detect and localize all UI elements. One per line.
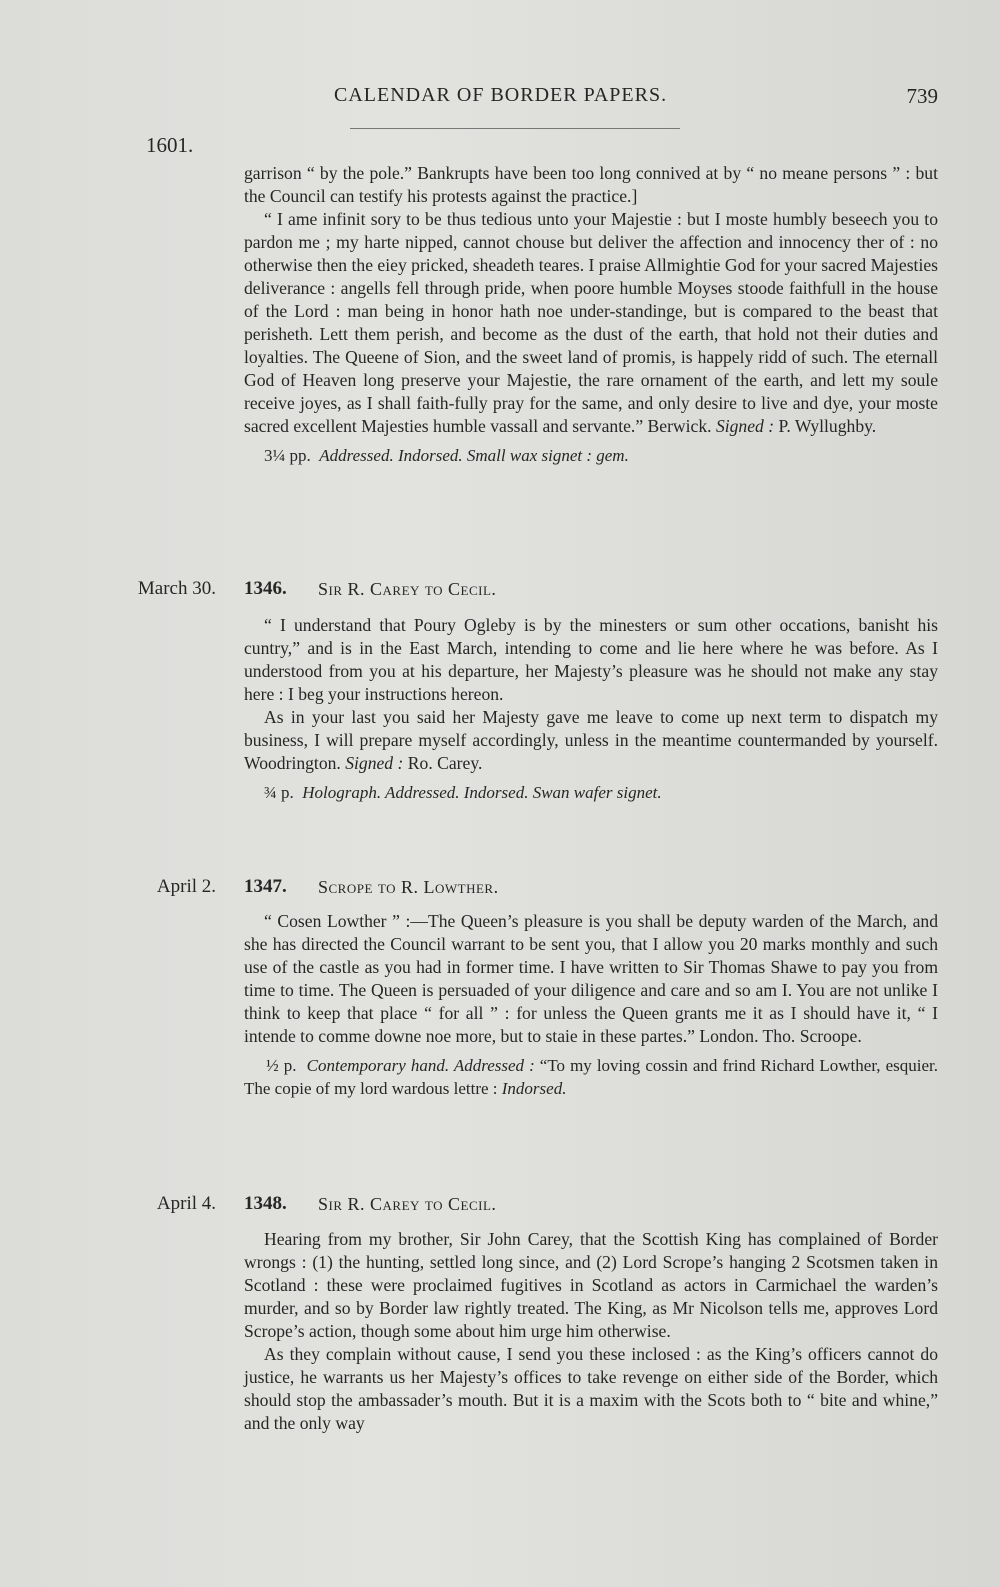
entry-heading — [0, 1193, 940, 1219]
paragraph: “ Cosen Lowther ” :—The Queen’s pleasure is you shall be deputy warden of the March, and she has directed the Council warrant to be sent you, that I allow you 20 marks monthly and such use of the castle as you had in former time. I have written to Sir Thomas Shawe to pay you from time to time. The Queen is persuaded of your diligence and care and so am I. You are not unlike I think to keep that place “ for all ” : for unless the Queen grants me it as I should have it, “ I intende to comme downe noe more, but to staie in these partes.” London. Tho. Scroope. — [244, 911, 938, 1046]
running-title: CALENDAR OF BORDER PAPERS. — [334, 84, 668, 106]
document-note — [244, 1054, 938, 1100]
year-margin: 1601. — [146, 133, 194, 157]
header-rule — [350, 128, 680, 129]
document-note — [244, 781, 938, 804]
document-note — [244, 444, 938, 467]
entry-body — [244, 614, 938, 804]
signatory: P. Wyllughby. — [778, 416, 877, 436]
paragraph: Hearing from my brother, Sir John Carey, that the Scottish King has complained of Border wrongs : (1) the hunting, settled long since, and (2) Lord Scrope’s hanging 2 Scotsmen taken in Scotland : these were proclaimed fugitives in Scotland as actors in Carmichael the warden’s murder, and so by Border law rightly treated. The King, as Mr Nicolson tells me, approves Lord Scrope’s action, though some about him urge him otherwise. — [244, 1229, 938, 1341]
paragraph: garrison “ by the pole.” Bankrupts have been too long connived at by “ no meane persons ” : but the Council can testify his protests against the practice.] — [244, 163, 938, 206]
page-count: ¾ p. — [264, 783, 294, 802]
page-count: 3¼ pp. — [264, 446, 311, 465]
paragraph: “ I ame infinit sory to be thus tedious unto your Majestie : but I moste humbly beseech you to pardon me ; my harte nipped, cannot chouse but deliver the affection and innocency ther of : no otherwise then the eiey pricked, sheadeth teares. I praise Allmightie God for your sacred Majesties deliverance : angells fell through pride, when poore humble Moyses stoode faithfull in the house of the Lord : man being in honor hath noe under-standinge, but is compared to the beast that perisheth. Lett them perish, and become as the dust of the earth, that hold not their duties and loyalties. The Queene of Sion, and the sweet land of promis, is happely ridd of such. The eternall God of Heaven long preserve your Majestie, the rare ornament of the earth, and lett my soule receive joyes, as I shall faith-fully pray for the same, and only desire to live and dye, your moste sacred excellent Majesties humble vassall and servante.” Berwick. Signed : P. Wyllughby. — [244, 209, 938, 436]
entry-title: Sir R. Carey to Cecil. — [318, 579, 497, 599]
note-endorsement: Indorsed. — [501, 1079, 567, 1098]
entry-number: 1346. — [244, 578, 287, 599]
paragraph: “ I understand that Poury Ogleby is by the minesters or sum other occations, banisht his cuntry,” and is in the East March, intending to come and lie here where he was before. As I understood from you at his departure, her Majesty’s pleasure was he should not make any stay here : I beg your instructions hereon. — [244, 615, 938, 704]
note-address: “To my loving cossin and frind Richard Lowther, esquier. The copie of my lord wardous lettre : — [244, 1056, 939, 1098]
entry-title: Sir R. Carey to Cecil. — [318, 1194, 497, 1214]
paragraph: As in your last you said her Majesty gave me leave to come up next term to dispatch my business, I will prepare myself accordingly, unless in the meantime countermanded by yourself. Woodrington. Signed : Ro. Carey. — [244, 707, 938, 773]
entry-date: March 30. — [137, 578, 216, 599]
note-description: Contemporary hand. Addressed : — [306, 1056, 535, 1075]
entry-number: 1347. — [244, 876, 287, 897]
entry-number: 1348. — [244, 1193, 287, 1214]
signed-label: Signed : — [715, 416, 775, 436]
signatory: Ro. Carey. — [407, 753, 483, 773]
entry-body — [244, 1228, 938, 1435]
continuation-text — [244, 162, 938, 467]
entry-title: Scrope to R. Lowther. — [318, 877, 499, 897]
entry-date: April 4. — [156, 1193, 216, 1214]
page-count: ½ p. — [266, 1056, 297, 1075]
entry-heading — [0, 876, 940, 902]
page-header — [300, 84, 940, 114]
note-description: Holograph. Addressed. Indorsed. Swan wafer signet. — [302, 783, 662, 802]
entry-body — [244, 910, 938, 1100]
entry-heading — [0, 578, 940, 604]
note-description: Addressed. Indorsed. Small wax signet : gem. — [319, 446, 629, 465]
paragraph: As they complain without cause, I send you these inclosed : as the King’s officers cannot do justice, he warrants us her Majesty’s offices to take revenge on either side of the Border, which should stop the ambassader’s mouth. But it is a maxim with the Scots both to “ bite and whine,” and the only way — [244, 1344, 938, 1433]
page-number: 739 — [906, 84, 938, 108]
signed-label: Signed : — [345, 753, 404, 773]
entry-date: April 2. — [156, 876, 216, 897]
